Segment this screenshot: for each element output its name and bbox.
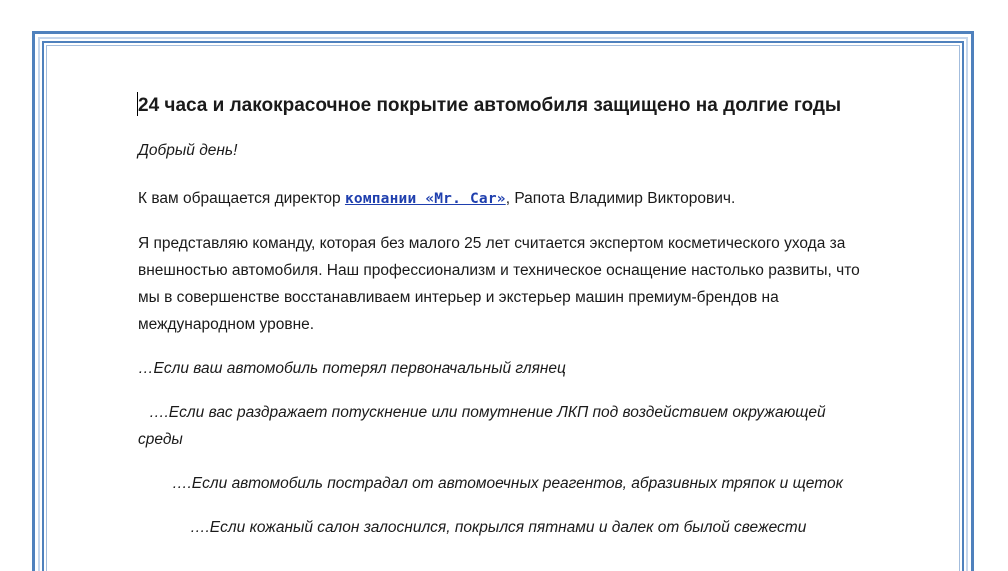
document-title[interactable]: [137, 92, 841, 117]
description-line: мы в совершенстве восстанавливаем интерьер и экстерьер машин премиум-брендов на: [138, 289, 779, 306]
company-link[interactable]: компании «Mr. Car»: [344, 191, 506, 207]
if-item-line: ….Если вас раздражает потускнение или помутнение ЛКП под воздействием окружающей: [149, 404, 826, 421]
description-line: Я представляю команду, которая без малого 25 лет считается экспертом косметического ухода за: [138, 235, 846, 252]
if-item-leather: [190, 514, 806, 541]
if-item-line: среды: [138, 431, 183, 448]
greeting: Добрый день!: [138, 142, 238, 159]
description-paragraph: [138, 230, 860, 338]
intro-paragraph: [138, 185, 735, 213]
description-line: внешностью автомобиля. Наш профессионализм и техническое оснащение настолько развиты, что: [138, 262, 860, 279]
if-item-line: ….Если кожаный салон залоснился, покрылся пятнами и далек от былой свежести: [190, 519, 807, 536]
if-item-reagents: [172, 470, 843, 497]
intro-text-after: , Рапота Владимир Викторович.: [505, 190, 736, 207]
if-item-gloss: [138, 355, 566, 382]
if-item-line: ….Если автомобиль пострадал от автомоечных реагентов, абразивных тряпок и щеток: [172, 475, 843, 492]
intro-text-before: К вам обращается директор: [138, 190, 345, 207]
if-item-line: …Если ваш автомобиль потерял первоначальный глянец: [138, 360, 566, 377]
if-item-paint: [138, 399, 826, 453]
description-line: международном уровне.: [138, 316, 315, 333]
document-title-text: 24 часа и лакокрасочное покрытие автомобиля защищено на долгие годы: [138, 95, 842, 116]
